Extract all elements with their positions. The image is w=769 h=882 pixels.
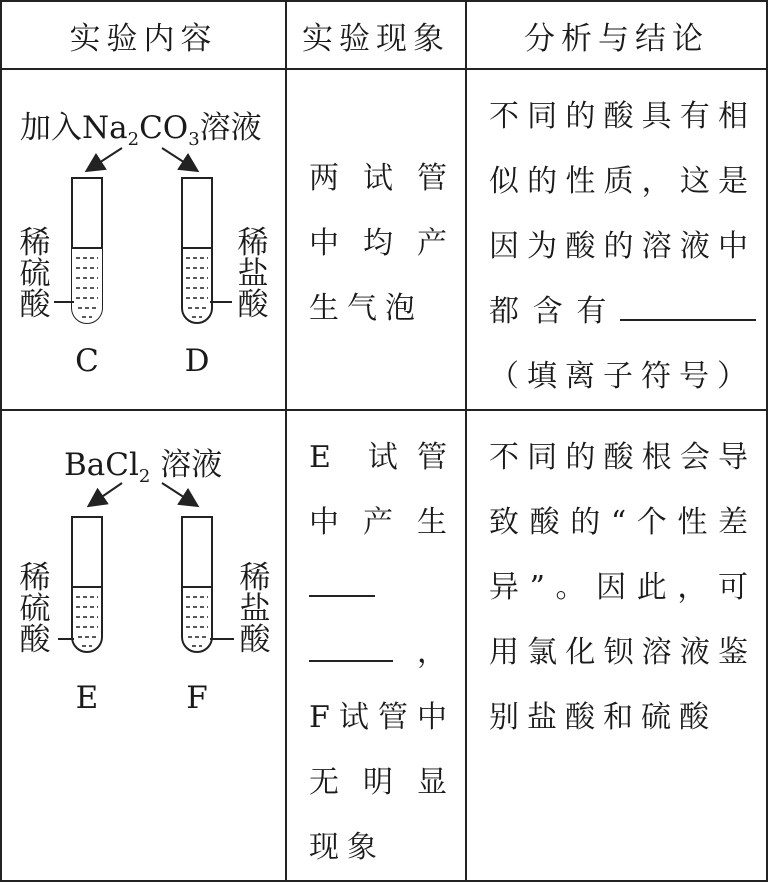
phenomenon-text: 两试管中均产生气泡: [309, 161, 455, 326]
answer-blank[interactable]: [309, 565, 375, 597]
row2-conclusion-cell: [466, 410, 767, 881]
row1-phenomenon-cell: [286, 69, 466, 410]
acid-label-left: 稀硫酸: [19, 225, 51, 323]
row1-conclusion-cell: [466, 69, 767, 410]
tube-label-d: D: [184, 343, 210, 379]
acid-label-right: 稀盐酸: [239, 560, 271, 658]
table-row: [1, 410, 767, 881]
header-row: [1, 1, 767, 69]
arrow-left-icon: [88, 148, 122, 170]
reagent-subscript: 3: [188, 129, 200, 151]
arrow-right-icon: [162, 483, 196, 505]
row1-content-cell: [1, 69, 286, 410]
reagent-text: BaCl: [64, 447, 139, 483]
row2-content-cell: [1, 410, 286, 881]
header-content: 实验内容: [1, 1, 286, 69]
conclusion-part: （填离子符号）: [489, 359, 755, 394]
reagent-text: 加入Na: [20, 110, 128, 146]
row2-phenomenon-cell: [286, 410, 466, 881]
arrow-right-icon: [162, 148, 196, 170]
acid-label-left: 稀硫酸: [19, 560, 51, 658]
header-phenomenon: 实验现象: [286, 1, 466, 69]
test-tube-c: [54, 178, 102, 323]
acid-label-right: 稀盐酸: [237, 225, 269, 323]
phenomenon-text: [287, 411, 465, 880]
conclusion-text: 不同的酸根会导致酸的“个性差异”。因此，可用氯化钡溶液鉴别盐酸和硫酸: [489, 440, 756, 735]
phenomenon-part: ，F试管中无明显现象: [309, 635, 455, 865]
table-row: [1, 69, 767, 410]
conclusion-part: 不同的酸具有相似的性质，这是因为酸的溶液中都含有: [489, 99, 756, 329]
tube-label-e: E: [75, 680, 99, 716]
reagent-text: CO: [139, 110, 189, 146]
tube-label-f: F: [186, 680, 208, 716]
reagent-text: 溶液: [199, 110, 262, 146]
reagent-subscript: 2: [138, 466, 151, 488]
test-tube-d: [182, 178, 232, 323]
answer-blank[interactable]: [309, 630, 393, 662]
tube-label-c: C: [75, 343, 99, 379]
reagent-subscript: 2: [127, 129, 140, 151]
phenomenon-part: E 试管中产生: [309, 440, 455, 540]
test-tube-f: [182, 517, 234, 652]
conclusion-text: [467, 70, 766, 409]
arrow-left-icon: [90, 483, 122, 505]
reagent-text: 溶液: [150, 447, 223, 483]
test-tube-e: [58, 517, 102, 652]
header-conclusion: 分析与结论: [466, 1, 767, 69]
answer-blank[interactable]: [620, 289, 756, 321]
